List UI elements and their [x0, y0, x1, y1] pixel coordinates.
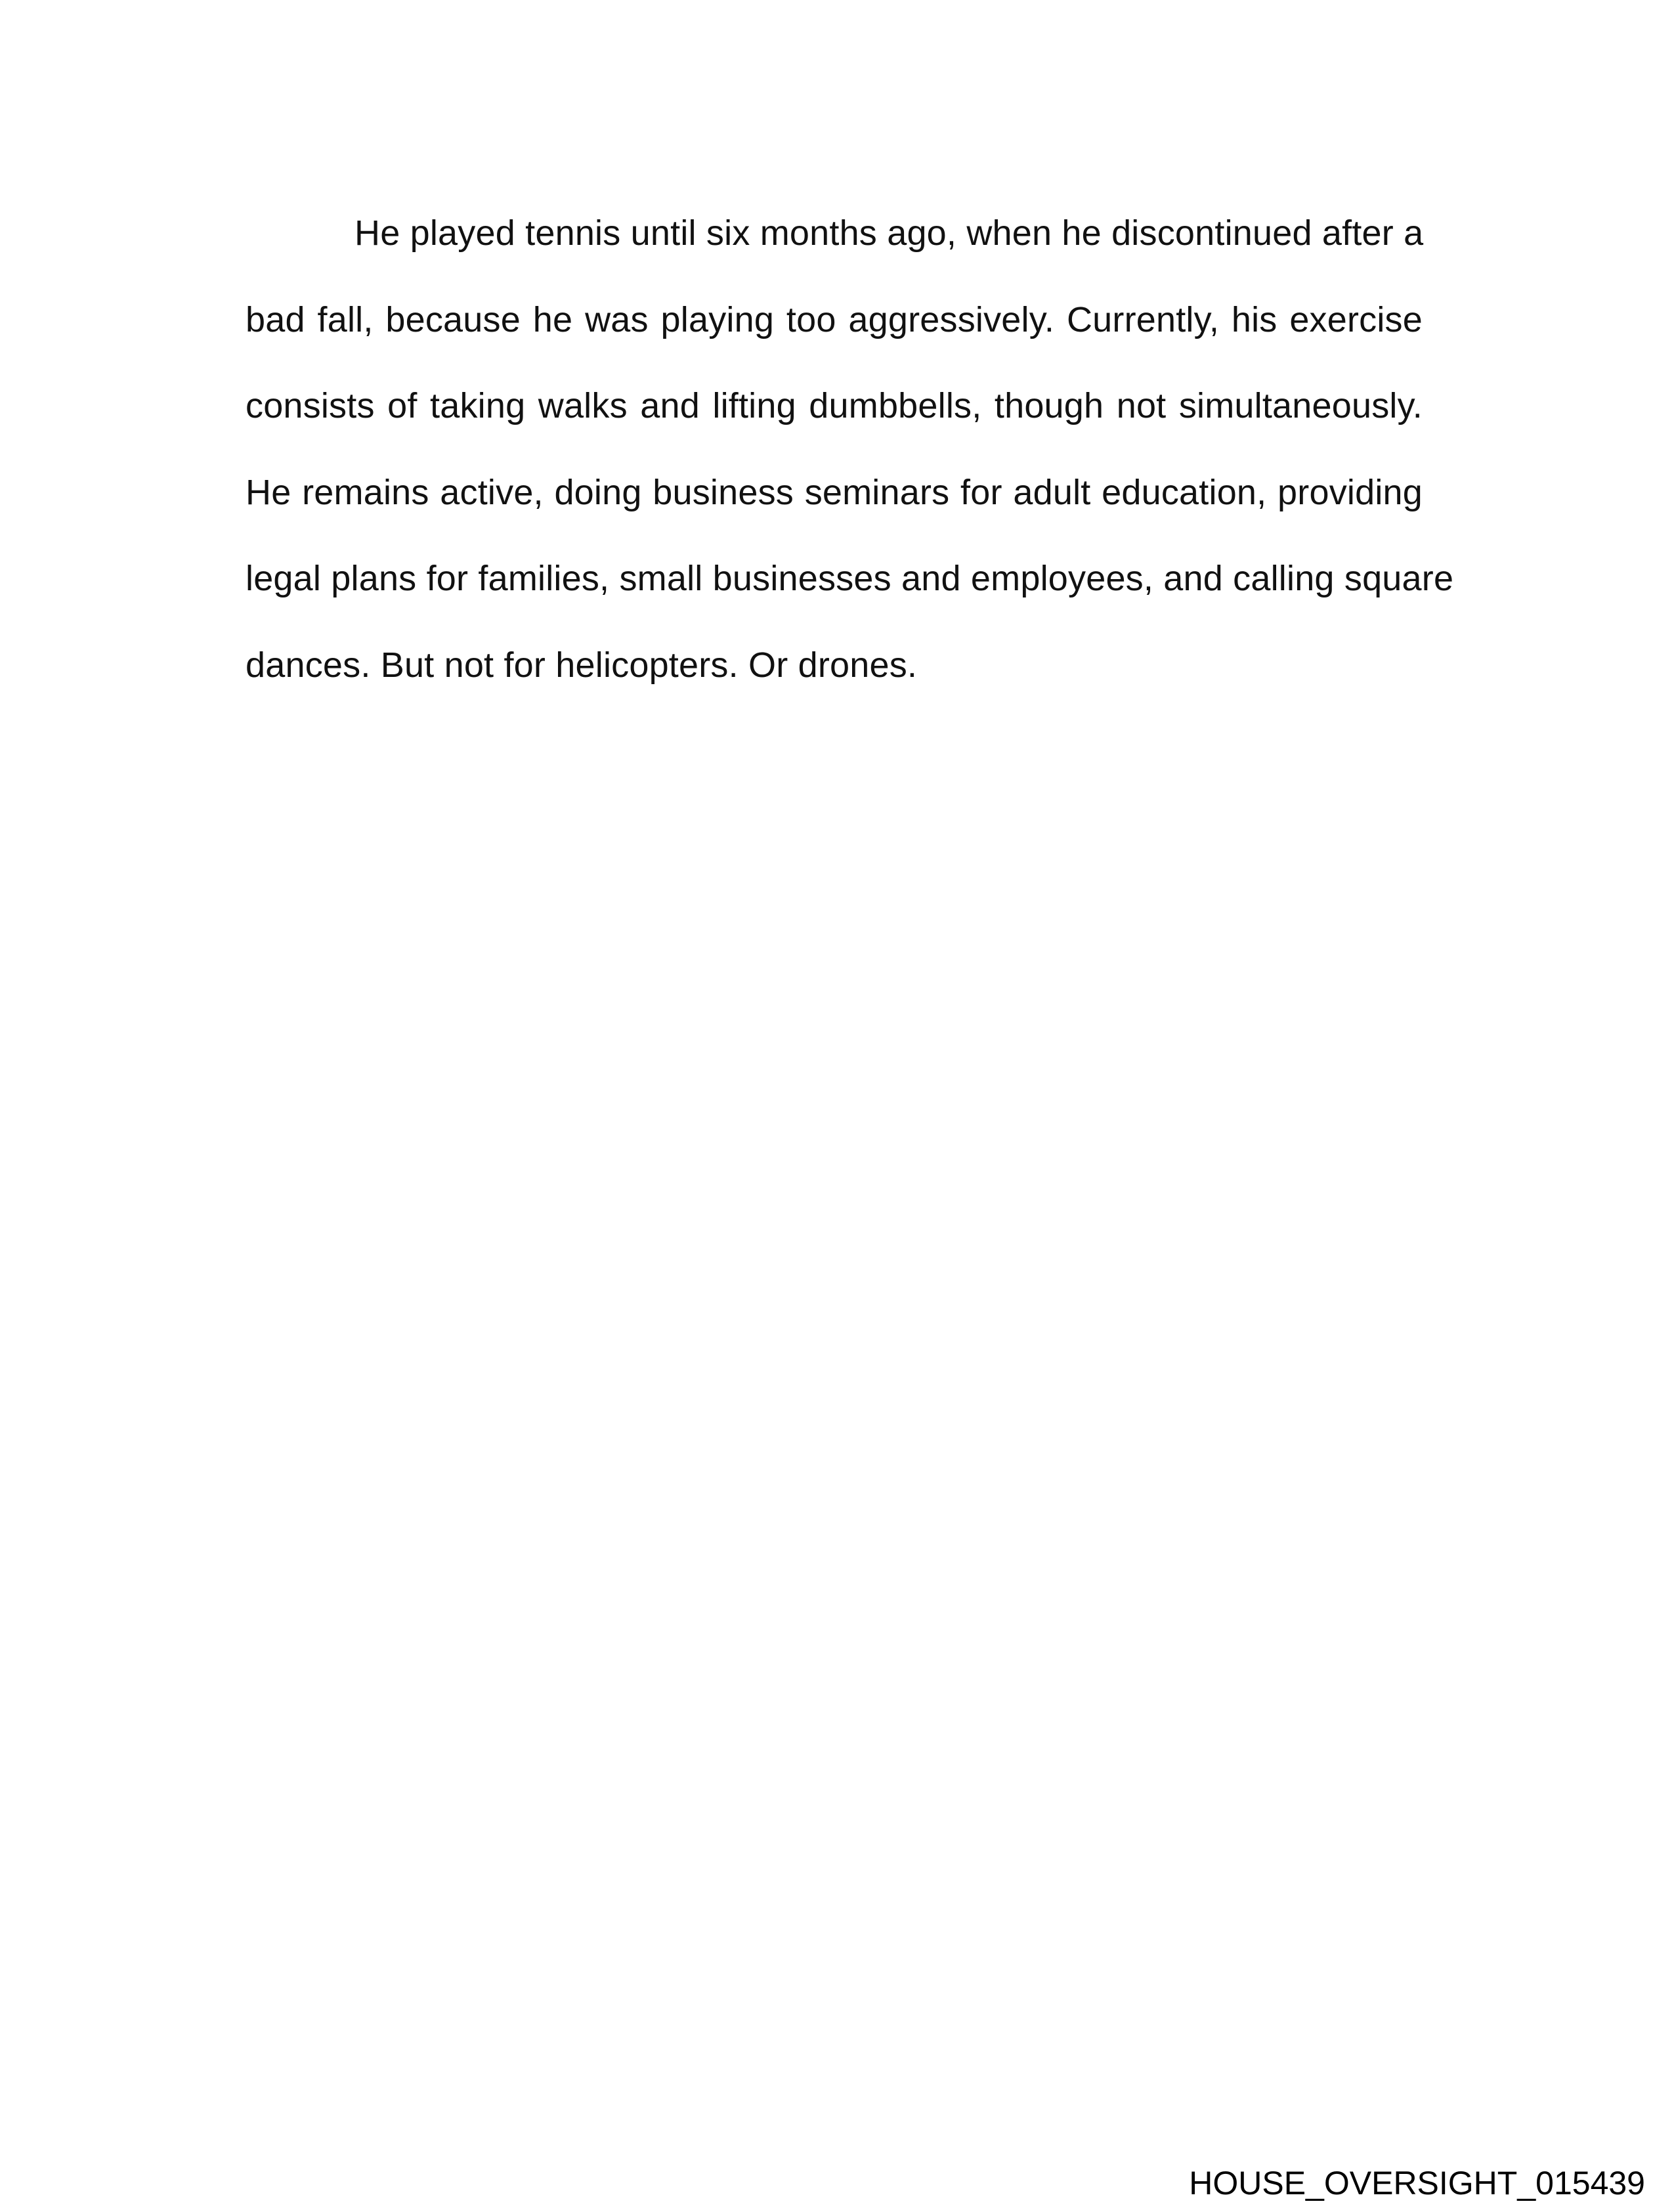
bates-number: HOUSE_OVERSIGHT_015439 [1189, 2165, 1645, 2201]
paragraph-line: legal plans for families, small businesses and employees, and calling square [246, 559, 1454, 598]
paragraph-line: bad fall, because he was playing too aggressively. Currently, his exercise [246, 299, 1423, 339]
paragraph-line: He remains active, doing business seminars for adult education, providing [246, 472, 1423, 512]
paragraph-line: He played tennis until six months ago, when he discontinued after a [354, 213, 1424, 253]
body-paragraph [246, 190, 1454, 708]
paragraph-line: consists of taking walks and lifting dumbbells, though not simultaneously. [246, 386, 1423, 425]
paragraph-line: dances. But not for helicopters. Or drones. [246, 645, 918, 685]
